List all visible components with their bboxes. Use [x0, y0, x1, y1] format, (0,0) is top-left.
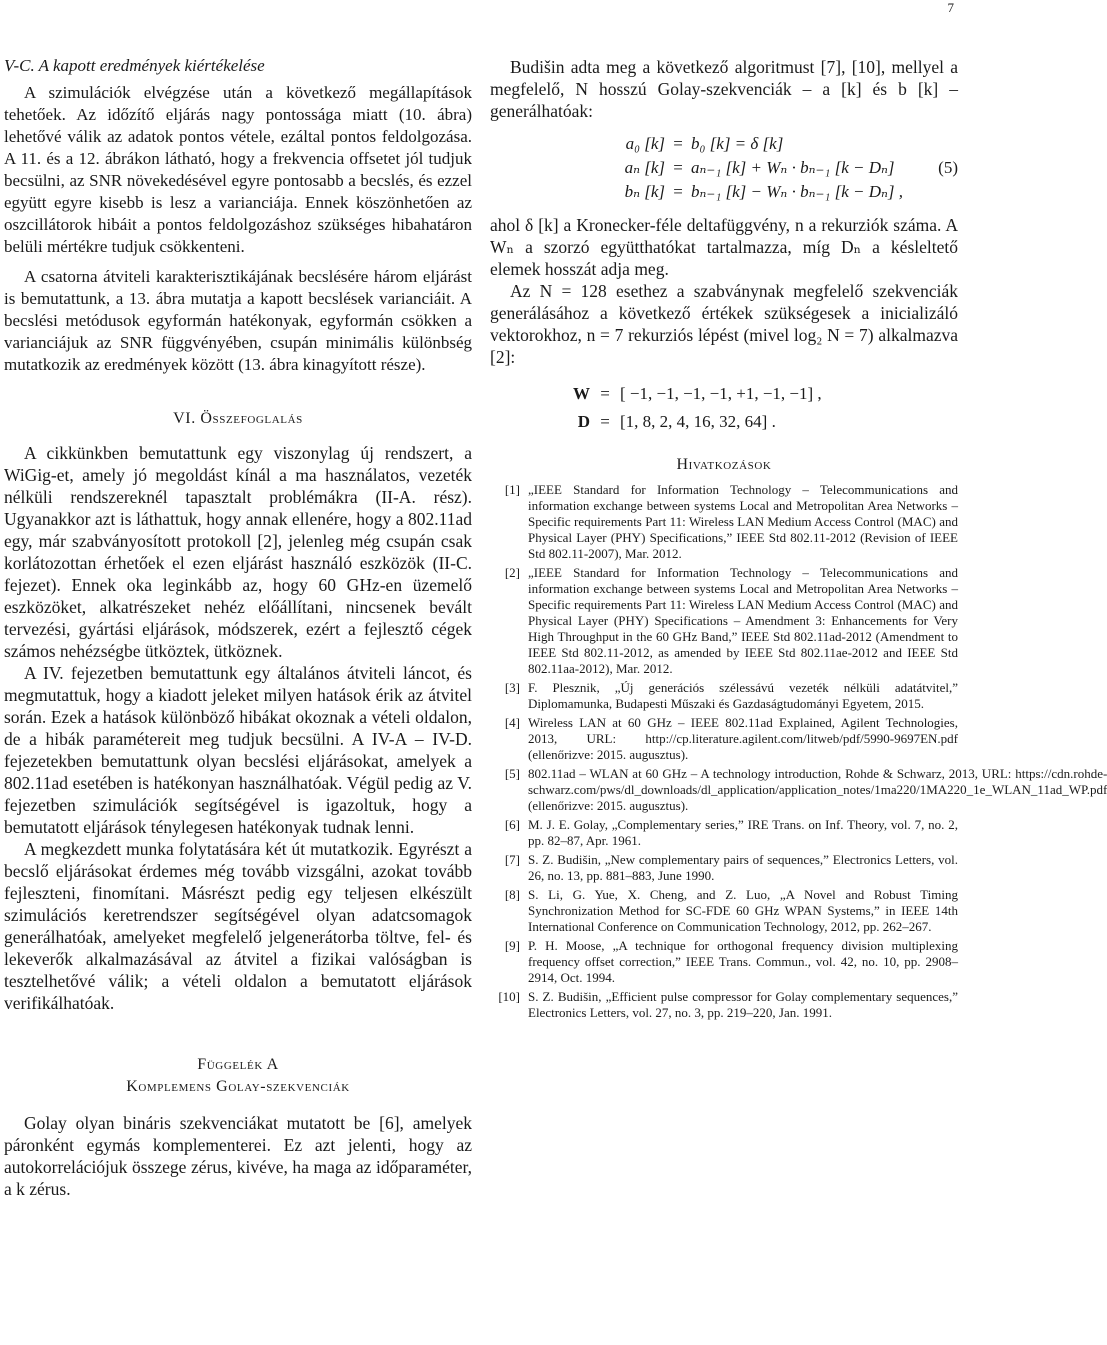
equation-operator: = — [673, 134, 683, 153]
reference-item — [490, 715, 958, 763]
reference-text: M. J. E. Golay, „Complementary series,” IRE Trans. on Inf. Theory, vol. 7, no. 2, pp. 82–87, Apr. 1961. — [528, 817, 958, 848]
equation-rhs: aₙ₋₁ [k] + Wₙ · bₙ₋₁ [k − Dₙ] — [691, 158, 895, 177]
paragraph: A IV. fejezetben bemutattunk egy általános átviteli láncot, és megmutattuk, hogy a kiadott jeleket milyen hatások érik az átvitel során. Ezek a hatások különböző hibákat okoznak a vételi oldalon, de a hibák paramétereit meg tudjuk becsülni. A IV-A – IV-D. fejezetekben bemutattunk olyan becslési eljárásokat, amelyek a 802.11ad esetében is hatékonyan használhatóak. Végül pedig az V. fejezetben szimulációk segítségével is igazoltuk, hogy a bemutatott eljárások ténylegesen hatékonyak tudnak lenni. — [4, 663, 472, 837]
paragraph: ahol δ [k] a Kronecker-féle deltafüggvény, n a rekurziók száma. A Wₙ a szorzó együtthatókat tartalmazza, míg Dₙ a késleltető elemek hosszát adja meg. — [490, 215, 958, 279]
subsection-title: V-C. A kapott eredmények kiértékelése — [4, 56, 265, 75]
reference-number: [4] — [504, 715, 520, 730]
reference-item — [490, 817, 958, 849]
right-column — [490, 56, 1107, 1024]
reference-text: „IEEE Standard for Information Technology – Telecommunications and information exchange between systems Local and Metropolitan Area Networks – Specific requirements Part 11: Wireless LAN Medium Access Control (MAC) and Physical Layer (PHY) Specifications – Amendment 3: Enhancements for Very High Throughput in the 60 GHz Band,” IEEE Std 802.11ad-2012 (Amendment to IEEE Std 802.11-2012, as amended by IEEE Std 802.11ae-2012 and IEEE Std 802.11aa-2012), Mar. 2012. — [528, 565, 958, 676]
reference-number: [6] — [504, 817, 520, 832]
equation-rhs: b₀ [k] = δ [k] — [691, 134, 784, 153]
vector-operator: = — [600, 412, 610, 431]
reference-text: S. Z. Budišin, „New complementary pairs of sequences,” Electronics Letters, vol. 26, no. 13, pp. 881–883, June 1990. — [528, 852, 958, 883]
page-number: 7 — [947, 0, 954, 15]
reference-number: [8] — [504, 887, 520, 902]
vector-values: [1, 8, 2, 4, 16, 32, 64] . — [620, 412, 776, 431]
left-column — [4, 56, 472, 1200]
reference-item — [490, 887, 958, 935]
paragraph: Az N = 128 esethez a szabványnak megfelelő szekvenciák generálásához a következő értékek szükségesek a inicializáló vektorokhoz, n = 7 rekurziós lépést (mivel log₂ N = 7) alkalmazva [2]: — [490, 281, 958, 367]
reference-item — [490, 482, 958, 562]
equation-operator: = — [673, 158, 683, 177]
reference-number: [1] — [504, 482, 520, 497]
reference-text: Wireless LAN at 60 GHz – IEEE 802.11ad Explained, Agilent Technologies, 2013, URL: http://cp.literature.agilent.com/litweb/pdf/5990-9697EN.pdf (ellenőrizve: 2015. augusztus). — [528, 715, 958, 762]
appendix-heading-line2: Komplemens Golay-szekvenciák — [126, 1078, 350, 1095]
equation-lhs: aₙ [k] — [624, 158, 665, 177]
paragraph: Budišin adta meg a következő algoritmust [7], [10], mellyel a megfelelő, N hosszú Golay-szekvenciák – a [k] és b [k] – generálhatóak: — [490, 57, 958, 121]
reference-text: F. Plesznik, „Új generációs szélessávú vezeték nélküli adatátvitel,” Diplomamunka, Budapesti Műszaki és Gazdaságtudományi Egyetem, 2015. — [528, 680, 958, 711]
reference-text: S. Z. Budišin, „Efficient pulse compressor for Golay complementary sequences,” Electronics Letters, vol. 27, no. 3, pp. 219–220, Jan. 1991. — [528, 989, 958, 1020]
vector-name: D — [577, 412, 590, 431]
paragraph: A cikkünkben bemutattunk egy viszonylag új rendszert, a WiGig-et, amely jó megoldást kínál a ma használatos, vezeték nélküli rendszereknél tapasztalt problémákra (II-A. rész). Ugyanakkor azt is láthattuk, hogy annak ellenére, hogy a 802.11ad egy, már szabványosított protokoll [2], jelenleg még csupán csak korlátozottan érhetőek el ezen eljárást használó eszközök (II-C. fejezet). Ennek oka leginkább az, hogy 60 GHz-en üzemelő eszközöket, alkatrészeket nehéz előállítani, nincsenek bevált tervezési, gyártási eljárások, módszerek, ezért a fejlesztő cégek számos nehézségbe ütköztek, ütköznek. — [4, 443, 472, 661]
reference-item — [490, 766, 1107, 814]
reference-item — [490, 680, 958, 712]
section-heading: VI. Összefoglalás — [173, 410, 303, 427]
reference-number: [3] — [504, 680, 520, 695]
reference-number: [10] — [498, 989, 520, 1004]
equation-number: (5) — [938, 158, 958, 177]
equation-operator: = — [673, 182, 683, 201]
vector-values: [ −1, −1, −1, −1, +1, −1, −1] , — [620, 384, 822, 403]
vector-name: W — [573, 384, 590, 403]
appendix-heading — [4, 1054, 472, 1098]
reference-number: [5] — [504, 766, 520, 781]
init-vectors — [490, 380, 958, 436]
reference-text: 802.11ad – WLAN at 60 GHz – A technology introduction, Rohde & Schwarz, 2013, URL: https://cdn.rohde-schwarz.com/pws/dl_downloads/dl_application/application_notes/1ma220/1MA220_1e_WLAN_11ad_WP.pdf (ellenőrizve: 2015. augusztus). — [528, 766, 1107, 813]
reference-text: „IEEE Standard for Information Technology – Telecommunications and information exchange between systems Local and Metropolitan Area Networks – Specific requirements Part 11: Wireless LAN Medium Access Control (MAC) and Physical Layer (PHY) Specifications,” IEEE Std 802.11-2012 (Revision of IEEE Std 802.11-2007), Mar. 2012. — [528, 482, 958, 561]
reference-number: [2] — [504, 565, 520, 580]
paragraph: Golay olyan bináris szekvenciákat mutatott be [6], amelyek páronként egymás komplementerei. Ez azt jelenti, hogy az autokorrelációjuk összege zérus, kivéve, ha maga az időparaméter, a k zérus. — [4, 1113, 472, 1199]
reference-item — [490, 565, 958, 677]
appendix-heading-line1: Függelék A — [197, 1056, 279, 1073]
paragraph: A csatorna átviteli karakterisztikájának becslésére három eljárást is bemutattunk, a 13. ábra mutatja a kapott becslések varianciáit. A becslési metódusok egyformán hatékonyak, egyformán csökken a varianciájuk az SNR függvényében, csupán minimális különbség mutatkozik az eredmények között (13. ábra kinagyított része). — [4, 267, 472, 374]
reference-number: [9] — [504, 938, 520, 953]
equation-lhs: bₙ [k] — [624, 182, 665, 201]
reference-item — [490, 938, 958, 986]
equation-lhs: a₀ [k] — [625, 134, 665, 153]
paragraph: A szimulációk elvégzése után a következő megállapítások tehetőek. Az időzítő eljárás nagy pontossága miatt (10. ábra) lehetővé válik az adatok pontos vétele, ezáltal pontos feldolgozása. A 11. és a 12. ábrákon látható, hogy a frekvencia offsetet jól tudjuk becsülni, az SNR növekedésével egyre pontosabb a becslés, és ezzel együtt egyre kisebb is lesz a varianciája. Ennek köszönhetően az oszcillátorok hibáit a pontos feldolgozáshoz szükséges hibahatáron belüli mértékre tudjuk csökkenteni. — [4, 83, 472, 256]
paragraph: A megkezdett munka folytatására két út mutatkozik. Egyrészt a becslő eljárásokat érdemes még tovább vizsgálni, azokat tovább fejleszteni, finomítani. Másrészt pedig egy teljesen elkészült szimulációs keretrendszer segítségével olyan adatcsomagok generálhatóak, amelyeket megfelelő jelgenerátorba töltve, fel- és lekeverők alkalmazásával az átvitel a fizikai valóságban is tesztelhetővé válik; a vételi oldalon a bemutatott eljárások verifikálhatóak. — [4, 839, 472, 1013]
reference-text: P. H. Moose, „A technique for orthogonal frequency division multiplexing frequency offset correction,” IEEE Trans. Commun., vol. 42, no. 10, pp. 2908–2914, Oct. 1994. — [528, 938, 958, 985]
reference-item — [490, 852, 958, 884]
equation-5 — [490, 132, 958, 204]
reference-item — [490, 989, 958, 1021]
reference-text: S. Li, G. Yue, X. Cheng, and Z. Luo, „A Novel and Robust Timing Synchronization Method for SC-FDE 60 GHz WPAN Systems,” in IEEE 14th International Conference on Communication Technology, 2012, pp. 262–267. — [528, 887, 958, 934]
reference-list — [490, 482, 1107, 1021]
equation-rhs: bₙ₋₁ [k] − Wₙ · bₙ₋₁ [k − Dₙ] , — [691, 182, 904, 201]
reference-number: [7] — [504, 852, 520, 867]
vector-operator: = — [600, 384, 610, 403]
references-heading: Hivatkozások — [676, 456, 772, 473]
